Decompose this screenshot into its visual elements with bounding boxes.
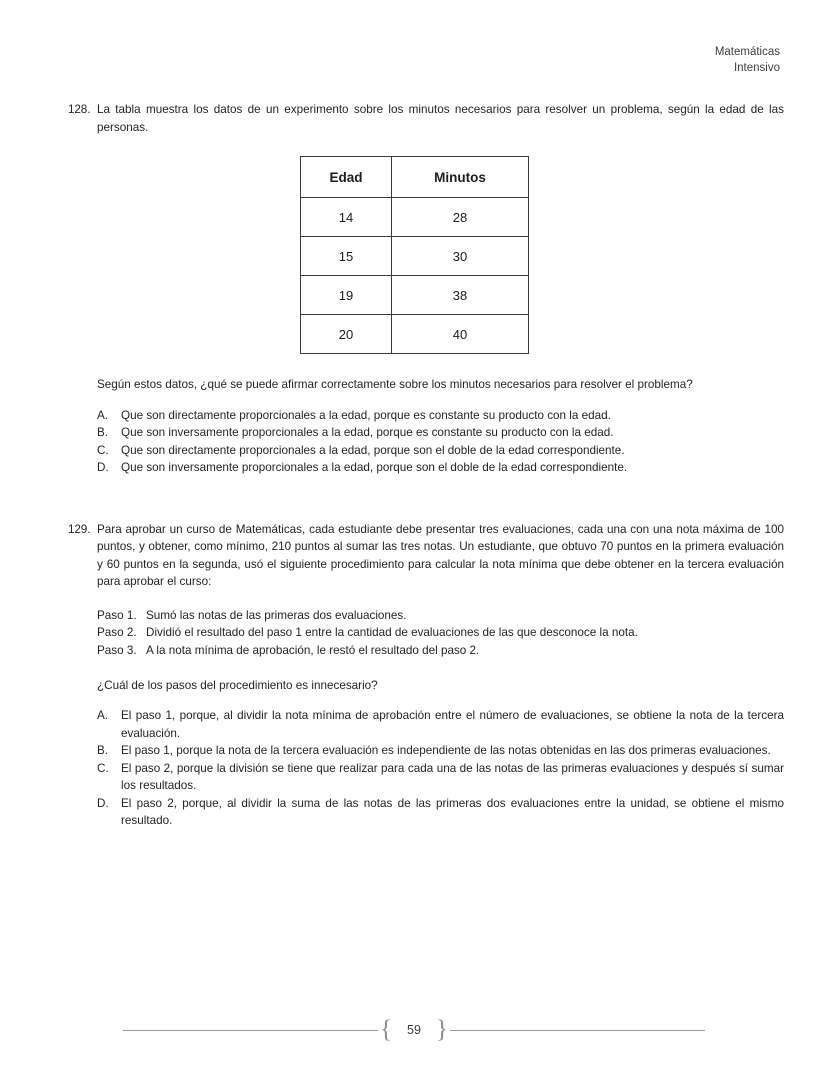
- table-row: [301, 315, 529, 354]
- step-3-text: A la nota mínima de aprobación, le restó el resultado del paso 2.: [146, 643, 480, 657]
- option-c[interactable]: [97, 442, 784, 460]
- option-a[interactable]: [97, 707, 784, 742]
- table-header-minutos: Minutos: [392, 157, 529, 198]
- option-b-letter: B.: [97, 744, 109, 758]
- table-cell-edad: 14: [301, 198, 392, 237]
- header-modality: Intensivo: [733, 62, 780, 74]
- option-d-text: El paso 2, porque, al dividir la suma de las notas de las primeras dos evaluaciones entre la unidad, se obtiene el mismo resultado.: [121, 796, 784, 828]
- table-cell-minutos: 28: [392, 198, 529, 237]
- question-128-stem: La tabla muestra los datos de un experimento sobre los minutos necesarios para resolver un problema, según la edad de las personas.: [97, 103, 784, 134]
- option-a-letter: A.: [97, 709, 109, 723]
- table-row: [301, 237, 529, 276]
- table-cell-edad: 20: [301, 315, 392, 354]
- option-c-text: Que son directamente proporcionales a la edad, porque son el doble de la edad correspondiente.: [121, 443, 625, 457]
- option-d-letter: D.: [97, 461, 109, 474]
- option-a-text: Que son directamente proporcionales a la edad, porque es constante su producto con la edad.: [121, 408, 611, 422]
- table-row: [301, 276, 529, 315]
- question-129-prompt: ¿Cuál de los pasos del procedimiento es innecesario?: [97, 678, 378, 692]
- option-c-letter: C.: [97, 761, 109, 775]
- table-cell-minutos: 40: [392, 315, 529, 354]
- brace-left-icon: {: [380, 1015, 392, 1043]
- option-b-letter: B.: [97, 426, 109, 439]
- step-2: [97, 624, 784, 642]
- step-3-label: Paso 3.: [97, 643, 137, 657]
- question-128-number: 128.: [68, 103, 91, 116]
- question-129-heading: [68, 521, 784, 591]
- question-128-table-container: [68, 156, 784, 354]
- step-1-text: Sumó las notas de las primeras dos evaluaciones.: [146, 608, 407, 622]
- step-1: [97, 607, 784, 625]
- option-c[interactable]: [97, 760, 784, 795]
- option-a-text: El paso 1, porque, al dividir la nota mínima de aprobación entre el número de evaluaciones, se obtiene la nota de la tercera evaluación.: [121, 709, 784, 740]
- question-128-prompt: Según estos datos, ¿qué se puede afirmar correctamente sobre los minutos necesarios para resolver el problema?: [97, 378, 693, 391]
- question-129-steps: [97, 607, 784, 660]
- footer-rule-left: [123, 1030, 378, 1031]
- option-c-letter: C.: [97, 443, 109, 457]
- header-subject: Matemáticas: [714, 46, 780, 58]
- table-cell-minutos: 30: [392, 237, 529, 276]
- question-129-options: [97, 707, 784, 830]
- option-d-text: Que son inversamente proporcionales a la edad, porque son el doble de la edad correspondiente.: [121, 461, 628, 474]
- option-a[interactable]: [97, 407, 784, 425]
- table-header-row: [301, 157, 529, 198]
- step-1-label: Paso 1.: [97, 608, 137, 622]
- option-b-text: Que son inversamente proporcionales a la edad, porque es constante su producto con la edad.: [121, 426, 614, 439]
- step-2-text: Dividió el resultado del paso 1 entre la cantidad de evaluaciones de las que desconoce la nota.: [146, 626, 638, 640]
- option-d[interactable]: [97, 459, 784, 477]
- option-d[interactable]: [97, 795, 784, 830]
- table-header-edad: Edad: [301, 157, 392, 198]
- footer-rule-right: [450, 1030, 705, 1031]
- option-b[interactable]: [97, 424, 784, 442]
- table-cell-minutos: 38: [392, 276, 529, 315]
- question-128-options: [97, 407, 784, 477]
- page-content: [68, 101, 784, 830]
- step-3: [97, 642, 784, 660]
- footer-page-marker: [378, 1015, 450, 1043]
- option-a-letter: A.: [97, 408, 109, 422]
- question-129-number: 129.: [68, 522, 91, 536]
- edad-minutos-table: [300, 156, 529, 354]
- page-header: [715, 44, 780, 76]
- option-b-text: El paso 1, porque la nota de la tercera evaluación es independiente de las notas obtenidas en las dos primeras evaluaciones.: [121, 744, 771, 758]
- table-row: [301, 198, 529, 237]
- question-128-heading: [68, 101, 784, 136]
- table-cell-edad: 15: [301, 237, 392, 276]
- page-footer: [0, 1015, 828, 1045]
- question-129: [68, 521, 784, 830]
- table-cell-edad: 19: [301, 276, 392, 315]
- step-2-label: Paso 2.: [97, 626, 137, 640]
- option-b[interactable]: [97, 742, 784, 760]
- question-128: [68, 101, 784, 477]
- option-c-text: El paso 2, porque la división se tiene que realizar para cada una de las notas de las primeras evaluaciones y después sí sumar los resultados.: [121, 761, 784, 793]
- question-129-stem: Para aprobar un curso de Matemáticas, cada estudiante debe presentar tres evaluaciones, cada una con una nota máxima de 100 puntos, y obtener, como mínimo, 210 puntos al sumar las tres notas. Un estudiante, que obtuvo 70 puntos en la primera evaluación y 60 puntos en la segunda, usó el siguiente procedimiento para calcular la nota mínima que debe obtener en la tercera evaluación para aprobar el curso:: [97, 522, 784, 588]
- brace-right-icon: }: [436, 1015, 448, 1043]
- page-number: 59: [407, 1023, 421, 1037]
- option-d-letter: D.: [97, 796, 109, 810]
